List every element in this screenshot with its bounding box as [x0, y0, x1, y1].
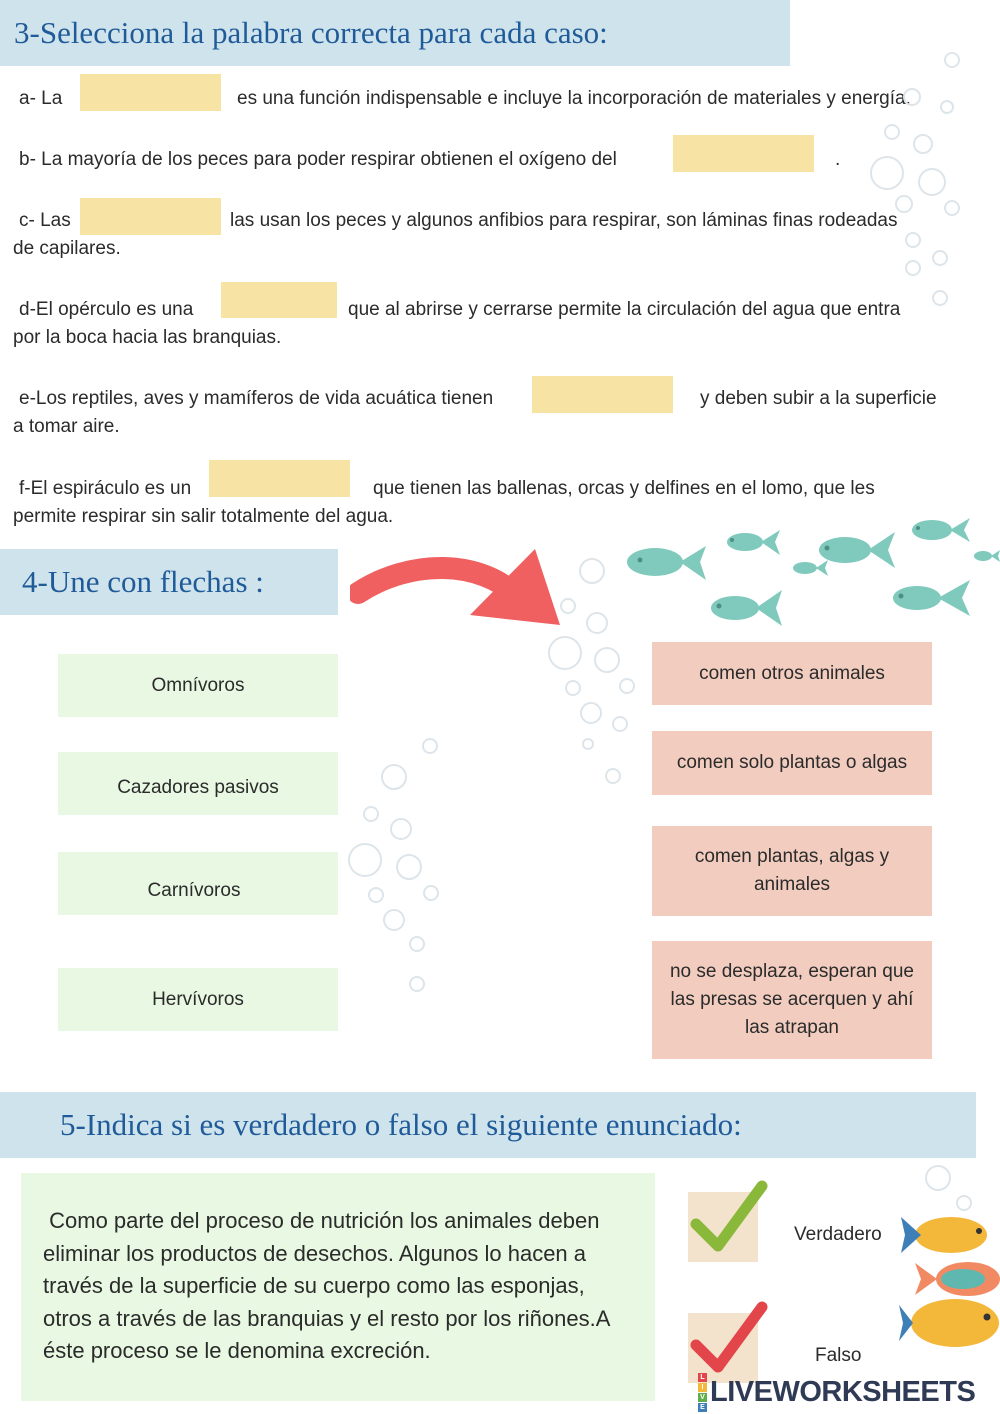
- match-left-hervivoros[interactable]: [58, 968, 338, 1031]
- bubble-decoration: [548, 636, 582, 670]
- bubble-decoration: [944, 52, 960, 68]
- bubble-decoration: [565, 680, 581, 696]
- brand-text: LIVEWORKSHEETS: [710, 1375, 976, 1408]
- blank-f-input[interactable]: [209, 460, 350, 497]
- match-right-label: no se desplaza, esperan que las presas se acerquen y ahí las atrapan: [669, 961, 914, 1038]
- section-3-title: 3-Selecciona la palabra correcta para cada caso:: [14, 15, 608, 50]
- blank-e-input[interactable]: [532, 376, 673, 413]
- item-d-suffix: que al abrirse y cerrarse permite la circulación del agua que entra: [348, 299, 901, 320]
- item-d-continuation: por la boca hacia las branquias.: [13, 327, 282, 348]
- bubble-decoration: [940, 100, 954, 114]
- bubble-decoration: [944, 200, 960, 216]
- match-left-label: Omnívoros: [151, 674, 245, 696]
- item-c-prefix: c- Las: [19, 210, 71, 231]
- blank-a-input[interactable]: [80, 74, 221, 111]
- bubble-decoration: [913, 134, 933, 154]
- check-icon: [688, 1180, 772, 1260]
- bubble-decoration: [905, 232, 921, 248]
- bubble-decoration: [870, 156, 904, 190]
- item-f-continuation: permite respirar sin salir totalmente del agua.: [13, 506, 394, 527]
- statement-text: Como parte del proceso de nutrición los animales deben eliminar los productos de desechos. Algunos lo hacen a través de la superficie de su cuerpo como las esponjas, otros a través de las branquias y el resto por los riñones.A éste proceso se le denomina excreción.: [43, 1208, 616, 1363]
- live-letter: L: [698, 1373, 707, 1382]
- match-right-label: comen otros animales: [699, 662, 885, 684]
- live-letter: E: [698, 1403, 707, 1412]
- bubble-decoration: [580, 702, 602, 724]
- bubble-decoration: [905, 260, 921, 276]
- bubble-decoration: [932, 250, 948, 266]
- bubble-decoration: [594, 647, 620, 673]
- bubble-decoration: [396, 854, 422, 880]
- bubble-decoration: [390, 818, 412, 840]
- verdadero-checkbox[interactable]: [688, 1192, 758, 1262]
- section-5-title: 5-Indica si es verdadero o falso el siguiente enunciado:: [60, 1107, 742, 1142]
- bubble-decoration: [579, 558, 605, 584]
- match-left-carnivoros[interactable]: [58, 852, 338, 915]
- bubble-decoration: [368, 887, 384, 903]
- match-right-comen-plantas-algas-animales[interactable]: [652, 826, 932, 916]
- match-left-label: Carnívoros: [147, 879, 241, 901]
- match-left-cazadores-pasivos[interactable]: [58, 752, 338, 815]
- statement-box: [21, 1173, 655, 1401]
- match-left-label: Hervívoros: [152, 988, 244, 1010]
- item-d-prefix: d-El opérculo es una: [19, 299, 194, 320]
- bubble-decoration: [903, 88, 921, 106]
- verdadero-label: Verdadero: [794, 1224, 882, 1245]
- falso-label: Falso: [815, 1345, 862, 1366]
- liveworksheets-logo: [698, 1374, 975, 1410]
- colorful-fish-illustration: [893, 1205, 1000, 1355]
- bubble-decoration: [932, 290, 948, 306]
- match-left-label: Cazadores pasivos: [117, 776, 279, 798]
- item-c-suffix: las usan los peces y algunos anfibios para respirar, son láminas finas rodeadas: [230, 210, 898, 231]
- live-letter: I: [698, 1383, 707, 1392]
- match-right-no-se-desplaza[interactable]: [652, 941, 932, 1059]
- item-e-continuation: a tomar aire.: [13, 416, 120, 437]
- bubble-decoration: [409, 976, 425, 992]
- live-badge: [698, 1373, 707, 1412]
- bubble-decoration: [605, 768, 621, 784]
- bubble-decoration: [619, 678, 635, 694]
- section-4-title: 4-Une con flechas :: [22, 564, 264, 599]
- bubble-decoration: [383, 909, 405, 931]
- bubble-decoration: [422, 738, 438, 754]
- item-f-suffix: que tienen las ballenas, orcas y delfines en el lomo, que les: [373, 478, 875, 499]
- bubble-decoration: [381, 764, 407, 790]
- live-letter: V: [698, 1393, 707, 1402]
- section-5-header: [0, 1092, 976, 1158]
- blank-b-input[interactable]: [673, 135, 814, 172]
- bubble-decoration: [895, 195, 913, 213]
- match-left-omnivoros[interactable]: [58, 654, 338, 717]
- item-b-prefix: b- La mayoría de los peces para poder respirar obtienen el oxígeno del: [19, 149, 617, 170]
- match-right-comen-otros-animales[interactable]: [652, 642, 932, 705]
- item-a-prefix: a- La: [19, 88, 63, 109]
- bubble-decoration: [560, 598, 576, 614]
- item-b-suffix: .: [835, 149, 841, 170]
- match-right-label: comen solo plantas o algas: [676, 752, 908, 773]
- bubble-decoration: [925, 1165, 951, 1191]
- item-f-prefix: f-El espiráculo es un: [19, 478, 192, 499]
- curved-arrow-icon: [350, 545, 575, 635]
- bubble-decoration: [612, 716, 628, 732]
- bubble-decoration: [423, 885, 439, 901]
- section-3-header: [0, 0, 790, 66]
- bubble-decoration: [348, 843, 382, 877]
- blank-d-input[interactable]: [221, 282, 337, 318]
- item-c-continuation: de capilares.: [13, 238, 121, 259]
- bubble-decoration: [582, 738, 594, 750]
- match-right-comen-solo-plantas[interactable]: [652, 731, 932, 795]
- section-4-header: [0, 549, 338, 615]
- item-e-suffix: y deben subir a la superficie: [700, 388, 937, 409]
- fish-school-illustration: [620, 510, 1000, 630]
- item-e-prefix: e-Los reptiles, aves y mamíferos de vida acuática tienen: [19, 388, 494, 409]
- item-a-suffix: es una función indispensable e incluye la incorporación de materiales y energía.: [237, 88, 911, 109]
- bubble-decoration: [918, 168, 946, 196]
- bubble-decoration: [409, 936, 425, 952]
- check-icon: [688, 1301, 772, 1381]
- bubble-decoration: [586, 612, 608, 634]
- bubble-decoration: [363, 806, 379, 822]
- bubble-decoration: [884, 124, 900, 140]
- blank-c-input[interactable]: [80, 198, 221, 235]
- match-right-label: comen plantas, algas y animales: [694, 846, 890, 895]
